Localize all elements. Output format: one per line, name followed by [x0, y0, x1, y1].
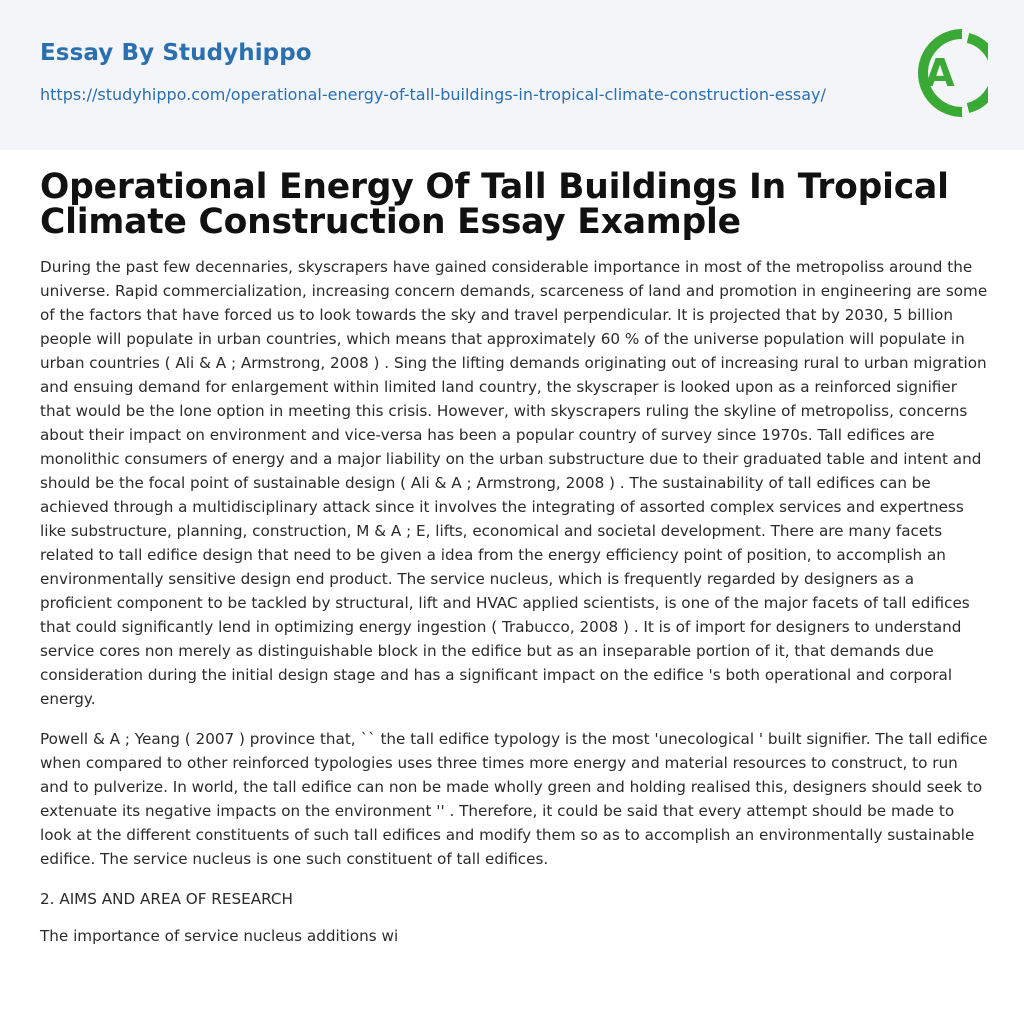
brand-name[interactable]: Essay By Studyhippo	[40, 40, 312, 66]
article-body	[40, 255, 990, 964]
paragraph-1: During the past few decennaries, skyscrapers have gained considerable importance in most of the metropoliss around the universe. Rapid commercialization, increasing concern demands, scarceness of land and promotion in engineering are some of the factors that have forced us to look towards the sky and travel perpendicular. It is projected that by 2030, 5 billion people will populate in urban countries, which means that approximately 60 % of the universe population will populate in urban countries ( Ali & A ; Armstrong, 2008 ) . Sing the lifting demands originating out of increasing rural to urban migration and ensuing demand for enlargement within limited land country, the skyscraper is looked upon as a reinforced signifier that would be the lone option in meeting this crisis. However, with skyscrapers ruling the skyline of metropoliss, concerns about their impact on environment and vice-versa has been a popular country of survey since 1970s. Tall edifices are monolithic consumers of energy and a major liability on the urban substructure due to their graduated table and intent and should be the focal point of sustainable design ( Ali & A ; Armstrong, 2008 ) . The sustainability of tall edifices can be achieved through a multidisciplinary attack since it involves the integrating of assorted complex services and expertness like substructure, planning, construction, M & A ; E, lifts, economical and societal development. There are many facets related to tall edifice design that need to be given a idea from the energy efficiency point of position, to accomplish an environmentally sensitive design end product. The service nucleus, which is frequently regarded by designers as a proficient component to be tackled by structural, lift and HVAC applied scientists, is one of the major facets of tall edifices that could significantly lend in optimizing energy ingestion ( Trabucco, 2008 ) . It is of import for designers to understand service cores non merely as distinguishable block in the edifice but as an inseparable portion of it, that demands due consideration during the initial design stage and has a significant impact on the edifice 's both operational and corporal energy.	[40, 258, 988, 708]
studyhippo-logo-icon[interactable]	[912, 28, 988, 118]
source-url-link[interactable]: https://studyhippo.com/operational-energy-of-tall-buildings-in-tropical-climate-construction-essay/	[40, 85, 826, 104]
site-header	[0, 0, 1024, 150]
paragraph-3-truncated: The importance of service nucleus additions wi	[40, 927, 399, 945]
logo-letter: A	[925, 51, 955, 95]
article-title: Operational Energy Of Tall Buildings In Tropical Climate Construction Essay Example	[40, 167, 949, 242]
section-heading: 2. AIMS AND AREA OF RESEARCH	[40, 890, 293, 908]
paragraph-2: Powell & A ; Yeang ( 2007 ) province that, `` the tall edifice typology is the most 'unecological ' built signifier. The tall edifice when compared to other reinforced typologies uses three times more energy and material resources to construct, to run and to pulverize. In world, the tall edifice can non be made wholly green and holding realised this, designers should seek to extenuate its negative impacts on the environment '' . Therefore, it could be said that every attempt should be made to look at the different constituents of such tall edifices and modify them so as to accomplish an environmentally sustainable edifice. The service nucleus is one such constituent of tall edifices.	[40, 730, 988, 868]
